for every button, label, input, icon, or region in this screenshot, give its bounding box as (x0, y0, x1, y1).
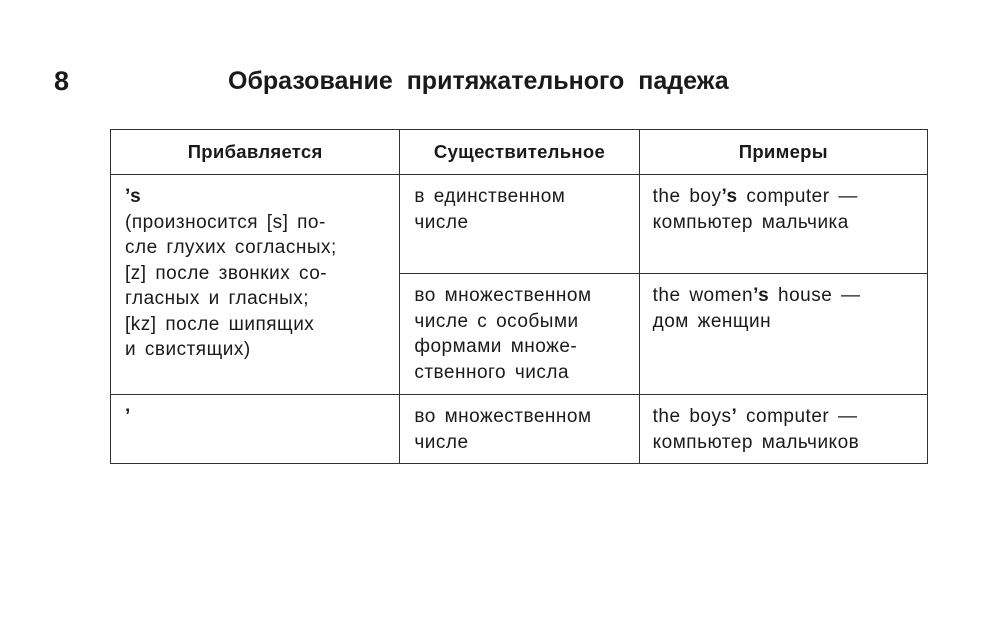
header-examples: Примеры (639, 130, 927, 175)
suffix-mark: ’ (125, 406, 131, 427)
example-cell (639, 175, 927, 274)
suffix-cell-apostrophe (111, 395, 400, 464)
header-noun: Существительное (400, 130, 639, 175)
example-cell (639, 274, 927, 395)
noun-line: во множественном (414, 285, 592, 306)
noun-line: во множественном (414, 406, 592, 427)
page-title: Образование притяжательного падежа (228, 67, 729, 95)
suffix-note-line: и свистящих) (125, 339, 251, 360)
suffix-cell-apostrophe-s (111, 175, 400, 395)
page-number: 8 (54, 66, 70, 96)
example-english: the boy’s computer — (652, 186, 858, 207)
suffix-note-line: (произносится [s] по- (125, 211, 326, 233)
example-russian: компьютер мальчика (652, 211, 849, 233)
table-row (111, 175, 928, 274)
example-russian: компьютер мальчиков (652, 431, 860, 453)
suffix-note-line: гласных и гласных; (125, 288, 310, 309)
example-english: the boys’ computer — (652, 406, 858, 427)
noun-line: в единственном (414, 186, 566, 207)
noun-line: формами множе- (414, 336, 578, 357)
noun-cell (400, 395, 639, 464)
possessive-case-table (110, 129, 928, 464)
noun-cell (400, 274, 639, 395)
suffix-note-line: [kz] после шипящих (125, 313, 315, 335)
example-cell (639, 395, 927, 464)
suffix-note-line: [z] после звонких со- (125, 262, 328, 284)
header-added: Прибавляется (111, 130, 400, 175)
noun-cell (400, 175, 639, 274)
noun-line: числе (414, 211, 469, 233)
table-row (111, 395, 928, 464)
example-russian: дом женщин (652, 310, 772, 332)
example-english: the women’s house — (652, 285, 861, 306)
suffix-mark: ’s (125, 186, 142, 207)
noun-line: числе (414, 431, 469, 453)
noun-line: числе с особыми (414, 310, 579, 332)
noun-line: ственного числа (414, 361, 570, 383)
table-header-row (111, 130, 928, 175)
suffix-note-line: сле глухих согласных; (125, 237, 337, 258)
